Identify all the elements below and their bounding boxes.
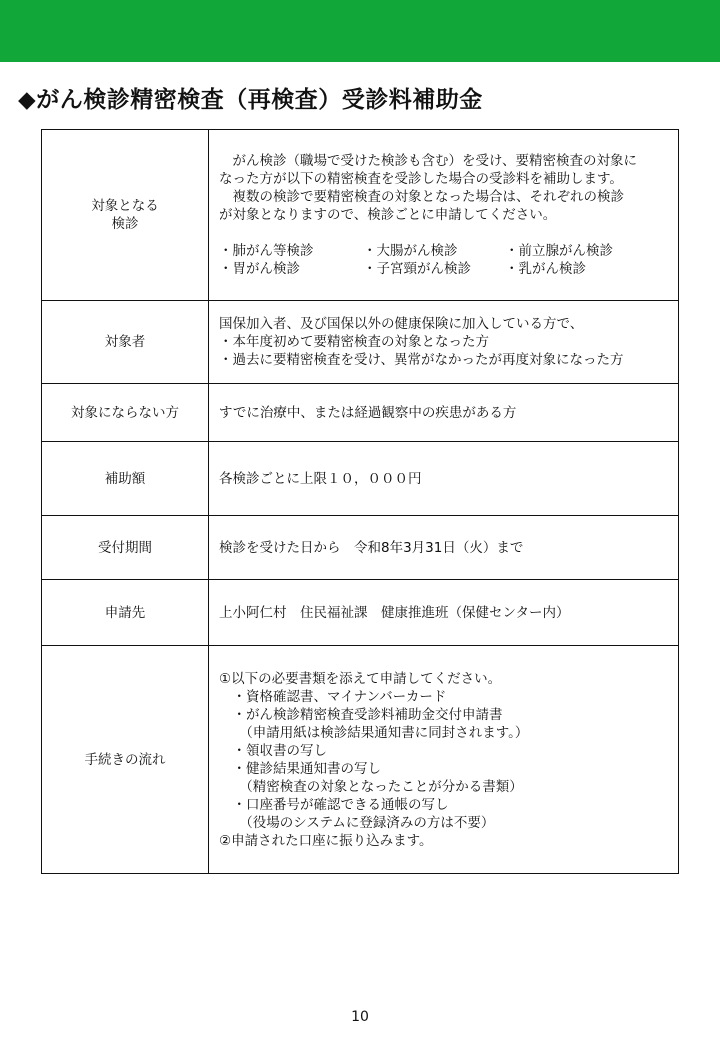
target-exams-label: 対象となる 検診 [91,198,159,232]
target-exams-paragraph-2: 複数の検診で要精密検査の対象となった場合は、それぞれの検診 が対象となりますので、検診ごとに申請してください。 [219,189,624,223]
subsidy-info-table [41,129,679,874]
row-target-exams [42,130,679,301]
exam-item: ・乳がん検診 [505,261,586,277]
apply-to-text: 上小阿仁村 住民福祉課 健康推進班（保健センター内） [219,604,570,621]
page-number: 10 [351,1009,369,1025]
exam-list [219,242,670,278]
row-label [42,580,209,646]
row-label [42,646,209,874]
procedure-note: （精密検査の対象となったことが分かる書類） [219,778,523,795]
procedure-document: ・資格確認書、マイナンバーカード [219,688,447,705]
row-not-eligible [42,384,679,442]
row-content [209,130,679,301]
amount-text: 各検診ごとに上限１０，０００円 [219,470,422,487]
row-content [209,580,679,646]
eligible-line: ・本年度初めて要精密検査の対象となった方 [219,334,489,350]
row-period [42,516,679,580]
row-procedure [42,646,679,874]
exam-item: ・子宮頸がん検診 [363,261,471,277]
procedure-note: （役場のシステムに登録済みの方は不要） [219,814,495,831]
not-eligible-text: すでに治療中、または経過観察中の疾患がある方 [219,404,517,421]
row-label [42,130,209,301]
spacer [219,224,670,242]
procedure-label: 手続きの流れ [84,751,166,768]
eligible-line: 国保加入者、及び国保以外の健康保険に加入している方で、 [219,316,584,332]
row-eligible [42,301,679,384]
amount-label: 補助額 [104,470,146,487]
procedure-step: ①以下の必要書類を添えて申請してください。 [219,670,502,687]
procedure-document: ・がん検診精密検査受診料補助金交付申請書 [219,706,503,723]
row-amount [42,442,679,516]
target-exams-paragraph-1: がん検診（職場で受けた検診も含む）を受け、要精密検査の対象に なった方が以下の精密検査を受診した場合の受診料を補助します。 [219,153,637,187]
row-content [209,384,679,442]
period-text: 検診を受けた日から 令和8年3月31日（火）まで [219,539,524,556]
row-content [209,646,679,874]
procedure-step: ②申請された口座に振り込みます。 [219,832,433,849]
row-label [42,301,209,384]
procedure-document: ・領収書の写し [219,742,327,759]
procedure-note: （申請用紙は検診結果通知書に同封されます。） [219,724,529,741]
page-title: ◆がん検診精密検査（再検査）受診料補助金 [18,87,483,113]
row-apply-to [42,580,679,646]
exam-item: ・大腸がん検診 [363,243,458,259]
procedure-document: ・健診結果通知書の写し [219,760,381,777]
row-label [42,442,209,516]
row-label [42,516,209,580]
row-content [209,516,679,580]
exam-item: ・肺がん等検診 [219,243,314,259]
period-label: 受付期間 [98,539,152,556]
eligible-line: ・過去に要精密検査を受け、異常がなかったが再度対象になった方 [219,352,624,368]
row-label [42,384,209,442]
row-content [209,442,679,516]
header-bar [0,0,720,62]
not-eligible-label: 対象にならない方 [71,404,179,421]
eligible-label: 対象者 [104,334,146,350]
row-content [209,301,679,384]
exam-item: ・前立腺がん検診 [505,243,613,259]
apply-to-label: 申請先 [104,604,146,621]
exam-item: ・胃がん検診 [219,261,300,277]
procedure-document: ・口座番号が確認できる通帳の写し [219,796,449,813]
